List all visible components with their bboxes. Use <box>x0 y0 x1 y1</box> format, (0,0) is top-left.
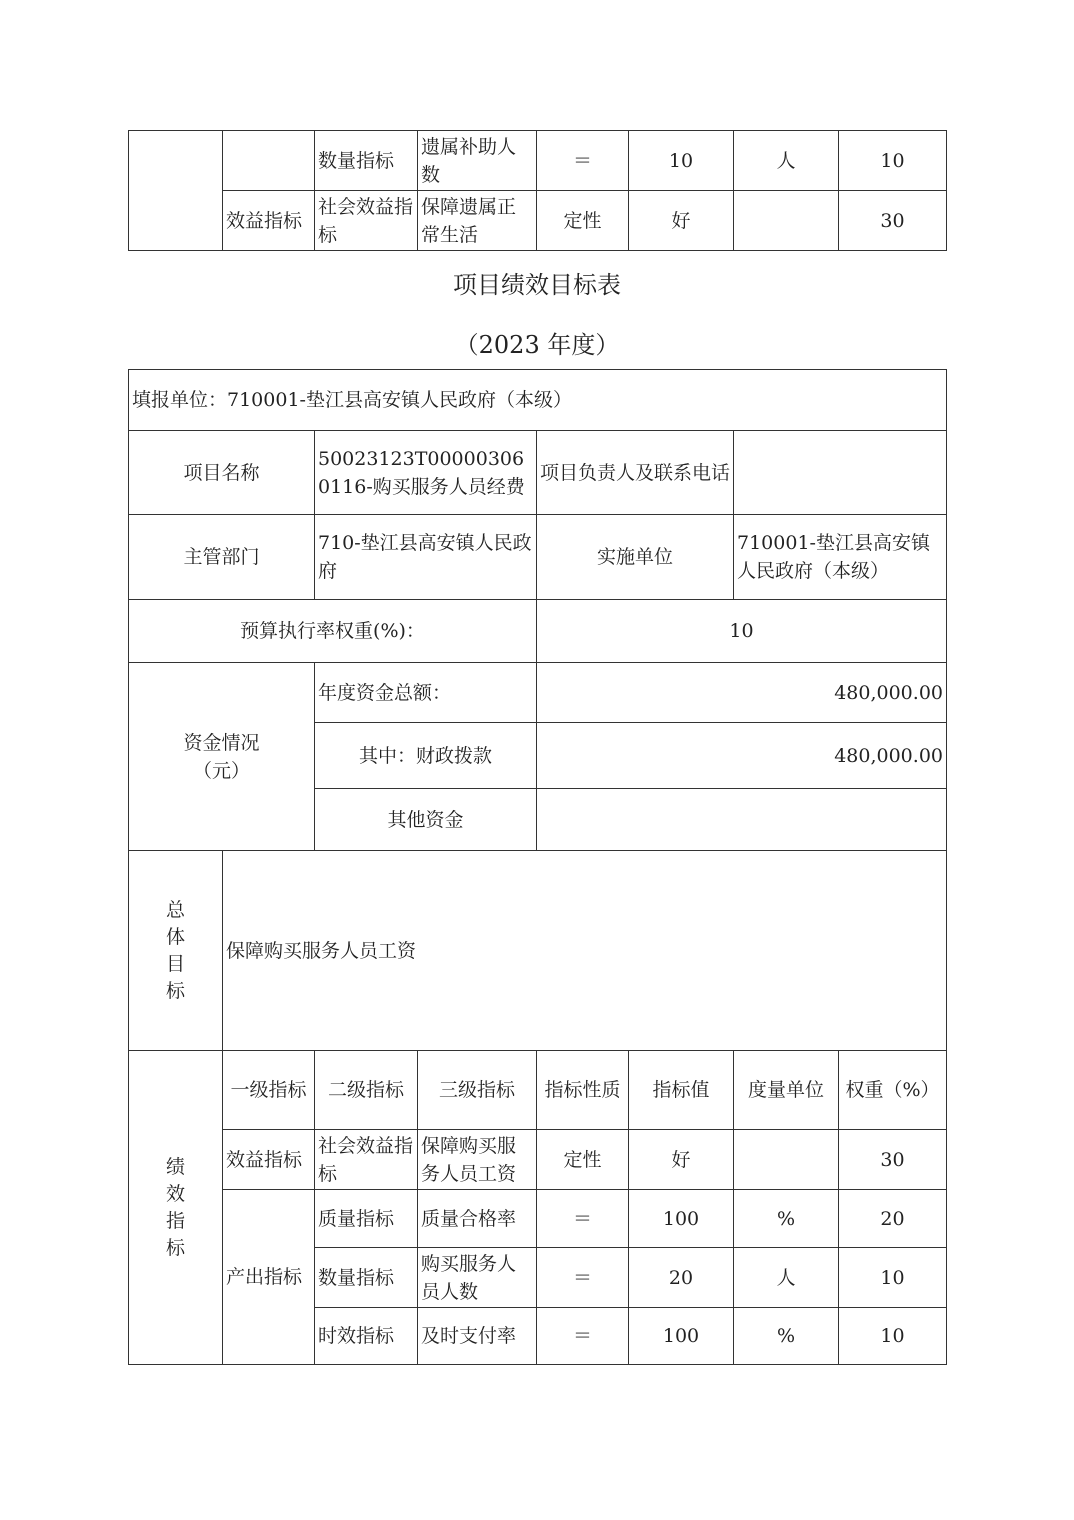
budget-rate-label: 预算执行率权重(%)： <box>129 600 537 663</box>
cell-second-level: 社会效益指标 <box>315 1130 418 1190</box>
cell-unit: % <box>734 1190 839 1248</box>
table-row <box>129 1130 947 1190</box>
cell-third-level: 保障遗属正常生活 <box>418 191 537 251</box>
cell-nature: 定性 <box>537 1130 629 1190</box>
dept-label: 主管部门 <box>129 515 315 600</box>
cell-nature: ＝ <box>537 1248 629 1308</box>
reporting-unit: 填报单位：710001-垫江县高安镇人民政府（本级） <box>129 370 947 431</box>
perf-char: 效 <box>165 1182 185 1205</box>
page-title: 项目绩效目标表 <box>453 271 621 299</box>
cell-third-level: 购买服务人员人数 <box>418 1248 537 1308</box>
cell-second-level: 数量指标 <box>315 131 418 191</box>
table-row <box>129 370 947 431</box>
annual-total-value: 480,000.00 <box>537 663 947 723</box>
leader-label: 项目负责人及联系电话 <box>537 431 734 515</box>
table-row <box>129 515 947 600</box>
cell-value: 100 <box>629 1190 734 1248</box>
cell-unit: 人 <box>734 1248 839 1308</box>
goal-char: 体 <box>165 925 185 948</box>
table-row <box>129 1051 947 1130</box>
impl-value: 710001-垫江县高安镇人民政府（本级） <box>734 515 947 600</box>
top-table <box>128 130 947 251</box>
cell-nature: 定性 <box>537 191 629 251</box>
cell-third-level: 遗属补助人数 <box>418 131 537 191</box>
perf-indicator-label <box>129 1051 223 1365</box>
project-name-label: 项目名称 <box>129 431 315 515</box>
cell-value: 好 <box>629 191 734 251</box>
funds-label <box>129 663 315 851</box>
table-row <box>129 1190 947 1248</box>
year-subtitle: （2023 年度） <box>454 331 620 359</box>
table-row <box>129 600 947 663</box>
cell-unit: 人 <box>734 131 839 191</box>
cell-weight: 20 <box>839 1190 947 1248</box>
perf-char: 标 <box>165 1236 185 1259</box>
table-row <box>129 431 947 515</box>
table-row <box>129 191 947 251</box>
cell-first-level: 效益指标 <box>223 1130 315 1190</box>
overall-goal-value: 保障购买服务人员工资 <box>223 851 947 1051</box>
impl-label: 实施单位 <box>537 515 734 600</box>
header-third-level: 三级指标 <box>418 1051 537 1130</box>
header-first-level: 一级指标 <box>223 1051 315 1130</box>
annual-total-label: 年度资金总额： <box>315 663 537 723</box>
goal-char: 标 <box>165 979 185 1002</box>
cell-unit: % <box>734 1308 839 1365</box>
header-weight: 权重（%） <box>839 1051 947 1130</box>
cell-nature: ＝ <box>537 1190 629 1248</box>
cell-first-level: 效益指标 <box>223 191 315 251</box>
table-row <box>129 663 947 723</box>
cell-weight: 10 <box>839 131 947 191</box>
fiscal-label: 其中：财政拨款 <box>315 723 537 789</box>
cell-third-level: 保障购买服务人员工资 <box>418 1130 537 1190</box>
header-second-level: 二级指标 <box>315 1051 418 1130</box>
cell-third-level: 质量合格率 <box>418 1190 537 1248</box>
perf-char: 绩 <box>165 1155 185 1178</box>
cell-second-level: 质量指标 <box>315 1190 418 1248</box>
table-row <box>129 851 947 1051</box>
cell-weight: 30 <box>839 191 947 251</box>
cell-second-level: 社会效益指标 <box>315 191 418 251</box>
dept-value: 710-垫江县高安镇人民政府 <box>315 515 537 600</box>
cell-value: 100 <box>629 1308 734 1365</box>
goal-char: 总 <box>165 898 185 921</box>
goal-char: 目 <box>165 952 185 975</box>
other-funds-value <box>537 789 947 851</box>
fiscal-value: 480,000.00 <box>537 723 947 789</box>
header-unit: 度量单位 <box>734 1051 839 1130</box>
budget-rate-value: 10 <box>537 600 947 663</box>
funds-label-text: 资金情况（元） <box>183 731 260 782</box>
cell-nature: ＝ <box>537 131 629 191</box>
cell-value: 20 <box>629 1248 734 1308</box>
leader-value <box>734 431 947 515</box>
header-value: 指标值 <box>629 1051 734 1130</box>
other-funds-label: 其他资金 <box>315 789 537 851</box>
performance-goal-table <box>128 369 947 1365</box>
perf-char: 指 <box>165 1209 185 1232</box>
cell-value: 10 <box>629 131 734 191</box>
cell-weight: 10 <box>839 1308 947 1365</box>
table-row <box>129 131 947 191</box>
cell-third-level: 及时支付率 <box>418 1308 537 1365</box>
cell-weight: 10 <box>839 1248 947 1308</box>
cell-second-level: 时效指标 <box>315 1308 418 1365</box>
cell-nature: ＝ <box>537 1308 629 1365</box>
cell-unit <box>734 1130 839 1190</box>
cell-unit <box>734 191 839 251</box>
cell-first-level: 产出指标 <box>223 1190 315 1365</box>
header-nature: 指标性质 <box>537 1051 629 1130</box>
cell-second-level: 数量指标 <box>315 1248 418 1308</box>
project-name-value: 50023123T000003060116-购买服务人员经费 <box>315 431 537 515</box>
cell-weight: 30 <box>839 1130 947 1190</box>
overall-goal-label <box>129 851 223 1051</box>
cell-empty <box>223 131 315 191</box>
cell-value: 好 <box>629 1130 734 1190</box>
cell-empty <box>129 131 223 251</box>
